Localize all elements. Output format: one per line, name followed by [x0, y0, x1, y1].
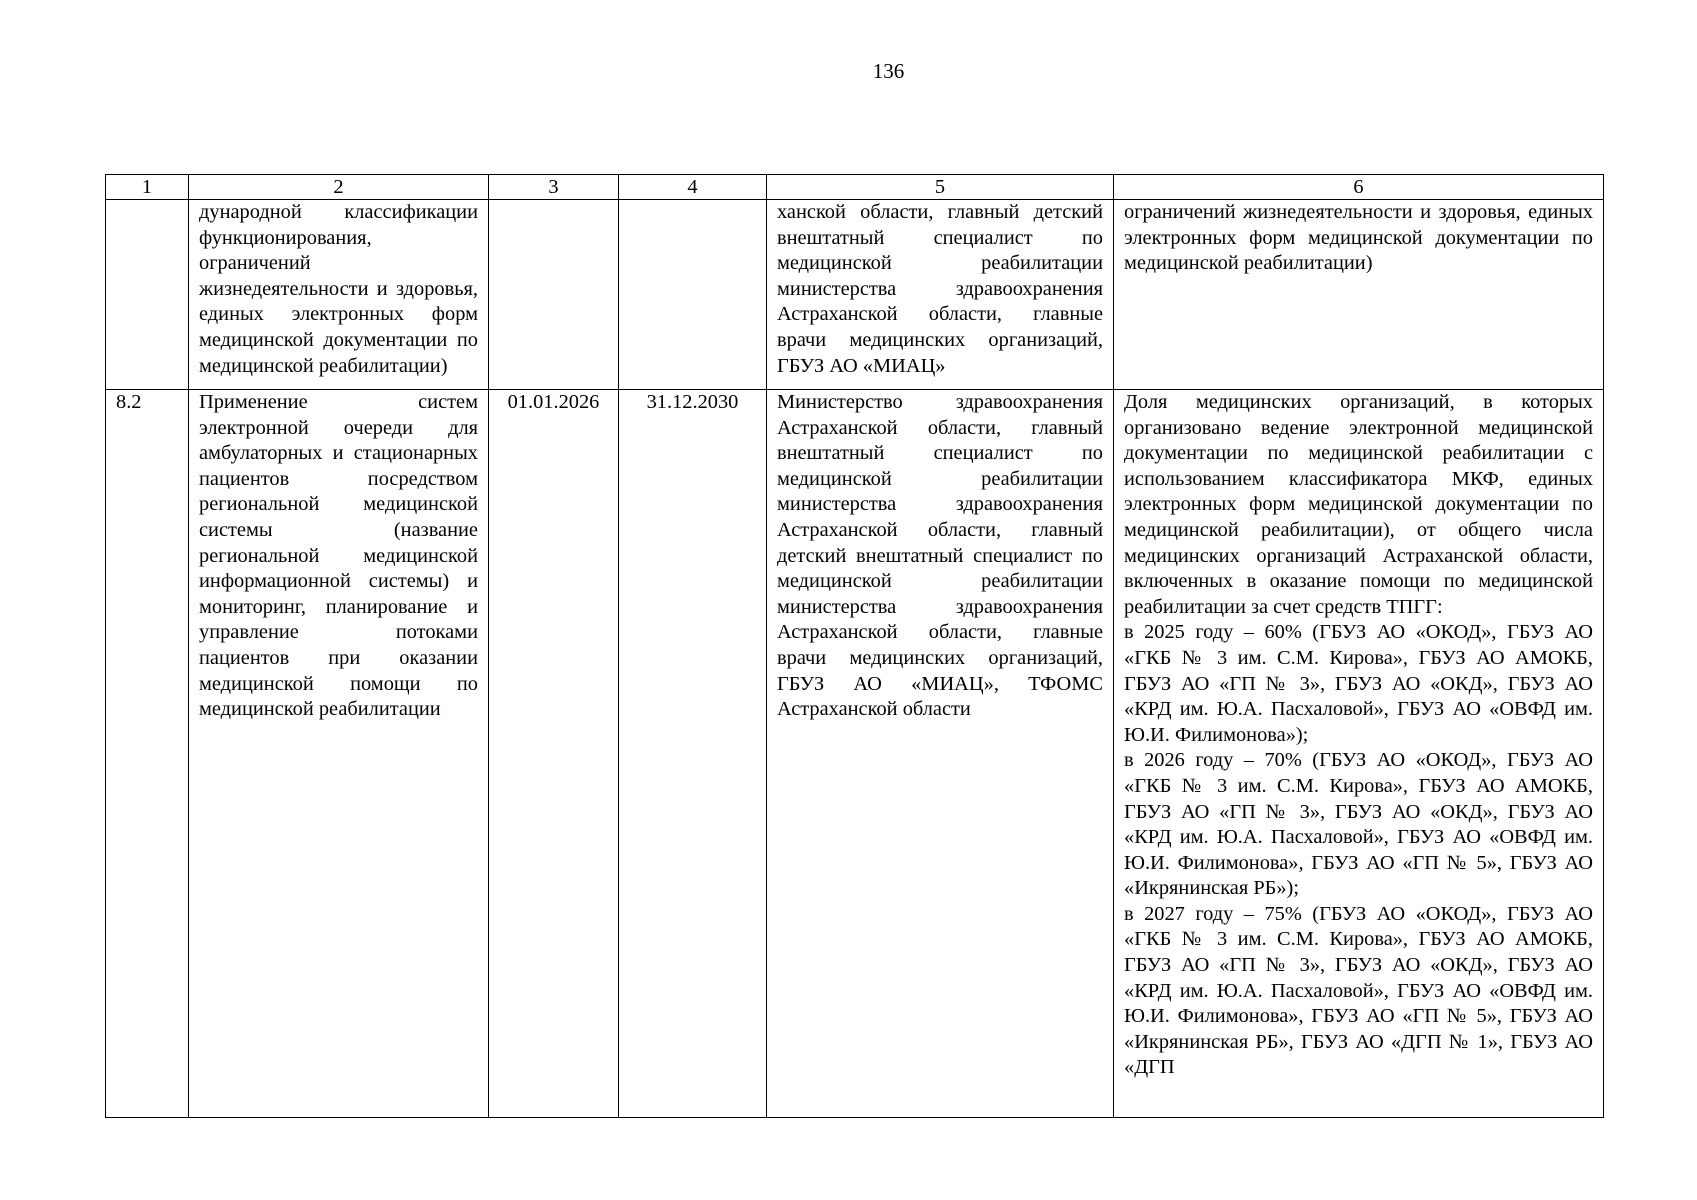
- result-cell: [1114, 390, 1604, 1118]
- row-number-cell: [106, 200, 189, 390]
- column-header-6: 6: [1114, 175, 1604, 200]
- responsible-cell: Министерство здравоохранения Астраханской области, главный внештатный специалист по медицинской реабилитации министерства здравоохранения Астраханской области, главный детский внештатный специалист по медицинской реабилитации министерства здравоохранения Астраханской области, главные врачи медицинских организаций, ГБУЗ АО «МИАЦ», ТФОМС Астраханской области: [767, 390, 1114, 1118]
- column-header-3: 3: [489, 175, 619, 200]
- start-date-cell: 01.01.2026: [489, 390, 619, 1118]
- column-header-4: 4: [619, 175, 767, 200]
- result-paragraph: ограничений жизнедеятельности и здоровья, единых электронных форм медицинской документации по медицинской реабилитации): [1124, 201, 1593, 275]
- column-header-2: 2: [189, 175, 489, 200]
- activity-cell: дународной классификации функционирования, ограничений жизнедеятельности и здоровья, единых электронных форм медицинской документации по медицинской реабилитации): [189, 200, 489, 390]
- column-header-1: 1: [106, 175, 189, 200]
- responsible-cell: ханской области, главный детский внештатный специалист по медицинской реабилитации министерства здравоохранения Астраханской области, главные врачи медицинских организаций, ГБУЗ АО «МИАЦ»: [767, 200, 1114, 390]
- activity-cell: Применение систем электронной очереди для амбулаторных и стационарных пациентов посредством региональной медицинской системы (название региональной медицинской информационной системы) и мониторинг, планирование и управление потоками пациентов при оказании медицинской помощи по медицинской реабилитации: [189, 390, 489, 1118]
- result-paragraph: Доля медицинских организаций, в которых организовано ведение электронной медицинской документации по медицинской реабилитации с использованием классификатора МКФ, единых электронных форм медицинской документации по медицинской реабилитации), от общего числа медицинских организаций Астраханской области, включенных в оказание помощи по медицинской реабилитации за счет средств ТПГГ:: [1124, 391, 1593, 618]
- table-header-row: [106, 175, 1604, 200]
- result-paragraph: в 2025 году – 60% (ГБУЗ АО «ОКОД», ГБУЗ АО «ГКБ № 3 им. С.М. Кирова», ГБУЗ АО АМОКБ, ГБУЗ АО «ГП № 3», ГБУЗ АО «ОКД», ГБУЗ АО «КРД им. Ю.А. Пасхаловой», ГБУЗ АО «ОВФД им. Ю.И. Филимонова»);: [1124, 621, 1593, 746]
- row-number-cell: 8.2: [106, 390, 189, 1118]
- table-row: [106, 390, 1604, 1118]
- result-cell: [1114, 200, 1604, 390]
- table-row: [106, 200, 1604, 390]
- start-date-cell: [489, 200, 619, 390]
- column-header-5: 5: [767, 175, 1114, 200]
- result-paragraph: в 2027 году – 75% (ГБУЗ АО «ОКОД», ГБУЗ АО «ГКБ № 3 им. С.М. Кирова», ГБУЗ АО АМОКБ, ГБУЗ АО «ГП № 3», ГБУЗ АО «ОКД», ГБУЗ АО «КРД им. Ю.А. Пасхаловой», ГБУЗ АО «ОВФД им. Ю.И. Филимонова», ГБУЗ АО «ГП № 5», ГБУЗ АО «Икрянинская РБ», ГБУЗ АО «ДГП № 1», ГБУЗ АО «ДГП: [1124, 902, 1593, 1079]
- measures-table: [105, 174, 1604, 1118]
- end-date-cell: [619, 200, 767, 390]
- page-number: 136: [872, 59, 905, 83]
- result-paragraph: в 2026 году – 70% (ГБУЗ АО «ОКОД», ГБУЗ АО «ГКБ № 3 им. С.М. Кирова», ГБУЗ АО АМОКБ, ГБУЗ АО «ГП № 3», ГБУЗ АО «ОКД», ГБУЗ АО «КРД им. Ю.А. Пасхаловой», ГБУЗ АО «ОВФД им. Ю.И. Филимонова», ГБУЗ АО «ГП № 5», ГБУЗ АО «Икрянинская РБ»);: [1124, 749, 1593, 900]
- end-date-cell: 31.12.2030: [619, 390, 767, 1118]
